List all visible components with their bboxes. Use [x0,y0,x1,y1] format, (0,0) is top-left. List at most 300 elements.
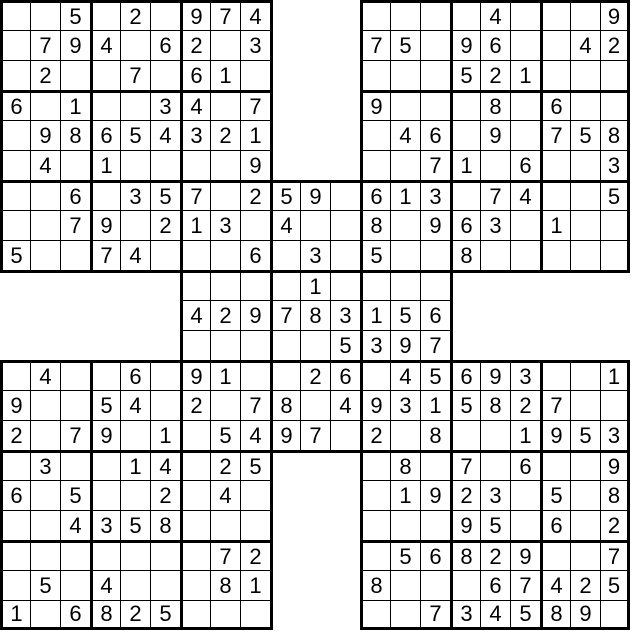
cell-r9c6-empty[interactable] [150,240,180,270]
cell-r10c7-empty[interactable] [180,270,210,300]
cell-r15c19-given[interactable]: 9 [540,420,570,450]
cell-r7c12-empty[interactable] [330,180,360,210]
cell-r19c13-empty[interactable] [360,540,390,570]
cell-r21c17-given[interactable]: 4 [480,600,510,630]
cell-r21c3-given[interactable]: 6 [60,600,90,630]
cell-r6c14-empty[interactable] [390,150,420,180]
cell-r5c2-given[interactable]: 9 [30,120,60,150]
cell-r2c19-empty[interactable] [540,30,570,60]
cell-r21c6-given[interactable]: 5 [150,600,180,630]
cell-r11c10-given[interactable]: 7 [270,300,300,330]
cell-r19c18-given[interactable]: 9 [510,540,540,570]
cell-r13c13-empty[interactable] [360,360,390,390]
cell-r9c10-empty[interactable] [270,240,300,270]
cell-r9c7-empty[interactable] [180,240,210,270]
cell-r13c3-empty[interactable] [60,360,90,390]
cell-r17c15-given[interactable]: 9 [420,480,450,510]
cell-r3c3-empty[interactable] [60,60,90,90]
cell-r21c9-empty[interactable] [240,600,270,630]
cell-r2c1-empty[interactable] [0,30,30,60]
cell-r6c2-given[interactable]: 4 [30,150,60,180]
cell-r8c15-given[interactable]: 9 [420,210,450,240]
cell-r21c16-given[interactable]: 3 [450,600,480,630]
cell-r7c14-given[interactable]: 1 [390,180,420,210]
cell-r1c17-given[interactable]: 4 [480,0,510,30]
cell-r2c5-empty[interactable] [120,30,150,60]
cell-r10c10-empty[interactable] [270,270,300,300]
cell-r3c17-given[interactable]: 2 [480,60,510,90]
cell-r7c20-empty[interactable] [570,180,600,210]
cell-r16c15-empty[interactable] [420,450,450,480]
cell-r3c4-empty[interactable] [90,60,120,90]
cell-r1c3-given[interactable]: 5 [60,0,90,30]
cell-r16c4-empty[interactable] [90,450,120,480]
cell-r13c1-empty[interactable] [0,360,30,390]
cell-r4c4-empty[interactable] [90,90,120,120]
cell-r13c4-empty[interactable] [90,360,120,390]
cell-r3c7-given[interactable]: 6 [180,60,210,90]
cell-r5c5-given[interactable]: 5 [120,120,150,150]
cell-r6c8-empty[interactable] [210,150,240,180]
cell-r18c5-given[interactable]: 5 [120,510,150,540]
cell-r18c19-given[interactable]: 6 [540,510,570,540]
cell-r5c21-given[interactable]: 8 [600,120,630,150]
cell-r18c1-empty[interactable] [0,510,30,540]
cell-r16c14-given[interactable]: 8 [390,450,420,480]
cell-r19c20-empty[interactable] [570,540,600,570]
cell-r7c18-given[interactable]: 4 [510,180,540,210]
cell-r20c21-given[interactable]: 5 [600,570,630,600]
cell-r14c5-given[interactable]: 4 [120,390,150,420]
cell-r6c16-given[interactable]: 1 [450,150,480,180]
cell-r15c5-empty[interactable] [120,420,150,450]
cell-r18c18-empty[interactable] [510,510,540,540]
cell-r15c8-given[interactable]: 5 [210,420,240,450]
cell-r20c6-empty[interactable] [150,570,180,600]
cell-r7c17-given[interactable]: 7 [480,180,510,210]
cell-r11c9-given[interactable]: 9 [240,300,270,330]
cell-r12c9-empty[interactable] [240,330,270,360]
cell-r16c6-given[interactable]: 4 [150,450,180,480]
cell-r14c15-given[interactable]: 1 [420,390,450,420]
cell-r16c18-given[interactable]: 6 [510,450,540,480]
cell-r21c15-given[interactable]: 7 [420,600,450,630]
cell-r8c12-empty[interactable] [330,210,360,240]
cell-r3c16-given[interactable]: 5 [450,60,480,90]
cell-r7c5-given[interactable]: 3 [120,180,150,210]
cell-r16c3-empty[interactable] [60,450,90,480]
cell-r15c11-given[interactable]: 7 [300,420,330,450]
cell-r10c13-empty[interactable] [360,270,390,300]
cell-r19c15-given[interactable]: 6 [420,540,450,570]
cell-r19c21-given[interactable]: 7 [600,540,630,570]
cell-r1c16-empty[interactable] [450,0,480,30]
cell-r6c9-given[interactable]: 9 [240,150,270,180]
cell-r1c4-empty[interactable] [90,0,120,30]
cell-r4c16-empty[interactable] [450,90,480,120]
cell-r15c1-given[interactable]: 2 [0,420,30,450]
cell-r17c3-given[interactable]: 5 [60,480,90,510]
cell-r14c21-empty[interactable] [600,390,630,420]
cell-r7c15-given[interactable]: 3 [420,180,450,210]
cell-r12c13-given[interactable]: 3 [360,330,390,360]
cell-r6c5-empty[interactable] [120,150,150,180]
cell-r3c20-empty[interactable] [570,60,600,90]
cell-r9c20-empty[interactable] [570,240,600,270]
cell-r17c1-given[interactable]: 6 [0,480,30,510]
cell-r8c1-empty[interactable] [0,210,30,240]
cell-r20c19-given[interactable]: 4 [540,570,570,600]
cell-r2c8-empty[interactable] [210,30,240,60]
cell-r11c8-given[interactable]: 2 [210,300,240,330]
cell-r5c15-given[interactable]: 6 [420,120,450,150]
cell-r20c18-given[interactable]: 7 [510,570,540,600]
cell-r21c20-given[interactable]: 9 [570,600,600,630]
cell-r8c13-given[interactable]: 8 [360,210,390,240]
cell-r7c1-empty[interactable] [0,180,30,210]
cell-r3c19-empty[interactable] [540,60,570,90]
cell-r20c14-empty[interactable] [390,570,420,600]
cell-r8c2-empty[interactable] [30,210,60,240]
cell-r21c14-empty[interactable] [390,600,420,630]
cell-r8c18-empty[interactable] [510,210,540,240]
cell-r2c17-given[interactable]: 6 [480,30,510,60]
cell-r19c7-empty[interactable] [180,540,210,570]
cell-r17c5-empty[interactable] [120,480,150,510]
cell-r18c21-given[interactable]: 2 [600,510,630,540]
cell-r10c8-empty[interactable] [210,270,240,300]
cell-r4c1-given[interactable]: 6 [0,90,30,120]
cell-r17c7-empty[interactable] [180,480,210,510]
cell-r21c1-given[interactable]: 1 [0,600,30,630]
cell-r1c9-given[interactable]: 4 [240,0,270,30]
cell-r18c20-empty[interactable] [570,510,600,540]
cell-r8c6-given[interactable]: 2 [150,210,180,240]
cell-r19c14-given[interactable]: 5 [390,540,420,570]
cell-r21c19-given[interactable]: 8 [540,600,570,630]
cell-r16c1-empty[interactable] [0,450,30,480]
cell-r12c11-empty[interactable] [300,330,330,360]
cell-r13c19-empty[interactable] [540,360,570,390]
cell-r6c19-empty[interactable] [540,150,570,180]
cell-r6c1-empty[interactable] [0,150,30,180]
cell-r16c16-given[interactable]: 7 [450,450,480,480]
cell-r18c8-empty[interactable] [210,510,240,540]
cell-r4c17-given[interactable]: 8 [480,90,510,120]
cell-r9c17-empty[interactable] [480,240,510,270]
cell-r16c7-empty[interactable] [180,450,210,480]
cell-r15c20-given[interactable]: 5 [570,420,600,450]
cell-r9c14-empty[interactable] [390,240,420,270]
cell-r13c5-given[interactable]: 6 [120,360,150,390]
cell-r14c18-given[interactable]: 2 [510,390,540,420]
cell-r21c2-empty[interactable] [30,600,60,630]
cell-r15c6-given[interactable]: 1 [150,420,180,450]
cell-r9c16-given[interactable]: 8 [450,240,480,270]
cell-r18c9-empty[interactable] [240,510,270,540]
cell-r14c16-given[interactable]: 5 [450,390,480,420]
cell-r20c2-given[interactable]: 5 [30,570,60,600]
cell-r11c15-given[interactable]: 6 [420,300,450,330]
cell-r3c1-empty[interactable] [0,60,30,90]
cell-r13c8-given[interactable]: 1 [210,360,240,390]
cell-r13c9-empty[interactable] [240,360,270,390]
cell-r14c7-given[interactable]: 2 [180,390,210,420]
cell-r5c17-given[interactable]: 9 [480,120,510,150]
cell-r6c6-empty[interactable] [150,150,180,180]
cell-r10c9-empty[interactable] [240,270,270,300]
cell-r17c17-given[interactable]: 3 [480,480,510,510]
cell-r6c15-given[interactable]: 7 [420,150,450,180]
cell-r1c8-given[interactable]: 7 [210,0,240,30]
cell-r3c18-given[interactable]: 1 [510,60,540,90]
cell-r13c12-given[interactable]: 6 [330,360,360,390]
cell-r3c14-empty[interactable] [390,60,420,90]
cell-r5c6-given[interactable]: 4 [150,120,180,150]
cell-r4c8-empty[interactable] [210,90,240,120]
cell-r4c21-empty[interactable] [600,90,630,120]
cell-r20c20-given[interactable]: 2 [570,570,600,600]
cell-r8c10-given[interactable]: 4 [270,210,300,240]
cell-r3c2-given[interactable]: 2 [30,60,60,90]
cell-r4c14-empty[interactable] [390,90,420,120]
cell-r12c12-given[interactable]: 5 [330,330,360,360]
cell-r9c3-empty[interactable] [60,240,90,270]
cell-r20c15-empty[interactable] [420,570,450,600]
cell-r16c2-given[interactable]: 3 [30,450,60,480]
cell-r9c21-empty[interactable] [600,240,630,270]
cell-r10c14-empty[interactable] [390,270,420,300]
cell-r15c7-empty[interactable] [180,420,210,450]
cell-r7c21-given[interactable]: 5 [600,180,630,210]
cell-r7c11-given[interactable]: 9 [300,180,330,210]
cell-r9c15-empty[interactable] [420,240,450,270]
cell-r21c8-empty[interactable] [210,600,240,630]
cell-r3c15-empty[interactable] [420,60,450,90]
cell-r17c13-empty[interactable] [360,480,390,510]
cell-r14c8-empty[interactable] [210,390,240,420]
cell-r15c21-given[interactable]: 3 [600,420,630,450]
cell-r4c13-given[interactable]: 9 [360,90,390,120]
cell-r13c7-given[interactable]: 9 [180,360,210,390]
cell-r17c6-given[interactable]: 2 [150,480,180,510]
cell-r5c20-given[interactable]: 5 [570,120,600,150]
cell-r1c1-empty[interactable] [0,0,30,30]
cell-r3c21-empty[interactable] [600,60,630,90]
cell-r18c2-empty[interactable] [30,510,60,540]
cell-r10c12-empty[interactable] [330,270,360,300]
cell-r8c3-given[interactable]: 7 [60,210,90,240]
cell-r17c9-empty[interactable] [240,480,270,510]
cell-r4c15-empty[interactable] [420,90,450,120]
cell-r20c3-empty[interactable] [60,570,90,600]
cell-r3c13-empty[interactable] [360,60,390,90]
cell-r21c21-empty[interactable] [600,600,630,630]
cell-r21c7-empty[interactable] [180,600,210,630]
cell-r19c16-given[interactable]: 8 [450,540,480,570]
cell-r9c11-given[interactable]: 3 [300,240,330,270]
cell-r12c10-empty[interactable] [270,330,300,360]
cell-r18c16-given[interactable]: 9 [450,510,480,540]
cell-r3c6-empty[interactable] [150,60,180,90]
cell-r15c15-given[interactable]: 8 [420,420,450,450]
cell-r17c18-empty[interactable] [510,480,540,510]
cell-r8c20-empty[interactable] [570,210,600,240]
cell-r14c1-given[interactable]: 9 [0,390,30,420]
cell-r9c19-empty[interactable] [540,240,570,270]
cell-r19c19-empty[interactable] [540,540,570,570]
cell-r20c5-empty[interactable] [120,570,150,600]
cell-r15c16-empty[interactable] [450,420,480,450]
cell-r20c9-given[interactable]: 1 [240,570,270,600]
cell-r9c18-empty[interactable] [510,240,540,270]
cell-r5c1-empty[interactable] [0,120,30,150]
cell-r11c13-given[interactable]: 1 [360,300,390,330]
cell-r21c18-given[interactable]: 5 [510,600,540,630]
cell-r16c21-given[interactable]: 9 [600,450,630,480]
cell-r17c4-empty[interactable] [90,480,120,510]
cell-r1c14-empty[interactable] [390,0,420,30]
cell-r16c9-given[interactable]: 5 [240,450,270,480]
cell-r13c17-given[interactable]: 9 [480,360,510,390]
cell-r2c15-empty[interactable] [420,30,450,60]
cell-r19c8-given[interactable]: 7 [210,540,240,570]
cell-r15c18-given[interactable]: 1 [510,420,540,450]
cell-r2c16-given[interactable]: 9 [450,30,480,60]
cell-r15c14-empty[interactable] [390,420,420,450]
cell-r16c19-empty[interactable] [540,450,570,480]
cell-r3c8-given[interactable]: 1 [210,60,240,90]
cell-r15c2-empty[interactable] [30,420,60,450]
cell-r8c19-given[interactable]: 1 [540,210,570,240]
cell-r9c12-empty[interactable] [330,240,360,270]
cell-r2c14-given[interactable]: 5 [390,30,420,60]
cell-r4c3-given[interactable]: 1 [60,90,90,120]
cell-r19c4-empty[interactable] [90,540,120,570]
cell-r5c4-given[interactable]: 6 [90,120,120,150]
cell-r1c7-given[interactable]: 9 [180,0,210,30]
cell-r7c2-empty[interactable] [30,180,60,210]
cell-r4c19-given[interactable]: 6 [540,90,570,120]
cell-r2c21-given[interactable]: 2 [600,30,630,60]
cell-r15c12-empty[interactable] [330,420,360,450]
cell-r15c3-given[interactable]: 7 [60,420,90,450]
cell-r4c5-empty[interactable] [120,90,150,120]
cell-r19c3-empty[interactable] [60,540,90,570]
cell-r16c20-empty[interactable] [570,450,600,480]
cell-r13c16-given[interactable]: 6 [450,360,480,390]
cell-r7c9-given[interactable]: 2 [240,180,270,210]
cell-r5c13-empty[interactable] [360,120,390,150]
cell-r8c7-given[interactable]: 1 [180,210,210,240]
cell-r8c17-given[interactable]: 3 [480,210,510,240]
cell-r6c13-empty[interactable] [360,150,390,180]
cell-r1c13-empty[interactable] [360,0,390,30]
cell-r3c9-empty[interactable] [240,60,270,90]
cell-r14c12-given[interactable]: 4 [330,390,360,420]
cell-r9c4-given[interactable]: 7 [90,240,120,270]
cell-r2c9-given[interactable]: 3 [240,30,270,60]
cell-r7c4-empty[interactable] [90,180,120,210]
cell-r7c13-given[interactable]: 6 [360,180,390,210]
cell-r20c1-empty[interactable] [0,570,30,600]
cell-r8c11-empty[interactable] [300,210,330,240]
cell-r14c3-empty[interactable] [60,390,90,420]
cell-r12c15-given[interactable]: 7 [420,330,450,360]
cell-r15c17-empty[interactable] [480,420,510,450]
cell-r7c7-given[interactable]: 7 [180,180,210,210]
cell-r5c3-given[interactable]: 8 [60,120,90,150]
cell-r15c4-given[interactable]: 9 [90,420,120,450]
cell-r20c4-given[interactable]: 4 [90,570,120,600]
cell-r6c20-empty[interactable] [570,150,600,180]
cell-r8c14-empty[interactable] [390,210,420,240]
cell-r5c9-given[interactable]: 1 [240,120,270,150]
cell-r10c11-given[interactable]: 1 [300,270,330,300]
cell-r1c19-empty[interactable] [540,0,570,30]
cell-r2c18-empty[interactable] [510,30,540,60]
cell-r20c13-given[interactable]: 8 [360,570,390,600]
cell-r17c16-given[interactable]: 2 [450,480,480,510]
cell-r1c21-given[interactable]: 9 [600,0,630,30]
cell-r11c7-given[interactable]: 4 [180,300,210,330]
cell-r9c9-given[interactable]: 6 [240,240,270,270]
cell-r19c6-empty[interactable] [150,540,180,570]
cell-r2c2-given[interactable]: 7 [30,30,60,60]
cell-r14c6-empty[interactable] [150,390,180,420]
cell-r21c13-empty[interactable] [360,600,390,630]
cell-r13c6-empty[interactable] [150,360,180,390]
cell-r13c20-empty[interactable] [570,360,600,390]
cell-r14c11-empty[interactable] [300,390,330,420]
cell-r2c3-given[interactable]: 9 [60,30,90,60]
cell-r14c9-given[interactable]: 7 [240,390,270,420]
cell-r19c2-empty[interactable] [30,540,60,570]
cell-r19c9-given[interactable]: 2 [240,540,270,570]
cell-r7c16-empty[interactable] [450,180,480,210]
cell-r21c4-given[interactable]: 8 [90,600,120,630]
cell-r20c16-empty[interactable] [450,570,480,600]
cell-r11c14-given[interactable]: 5 [390,300,420,330]
cell-r6c18-given[interactable]: 6 [510,150,540,180]
cell-r18c17-given[interactable]: 5 [480,510,510,540]
cell-r16c17-empty[interactable] [480,450,510,480]
cell-r2c4-given[interactable]: 4 [90,30,120,60]
cell-r7c19-empty[interactable] [540,180,570,210]
cell-r6c7-empty[interactable] [180,150,210,180]
cell-r15c13-given[interactable]: 2 [360,420,390,450]
cell-r13c15-given[interactable]: 5 [420,360,450,390]
cell-r4c7-given[interactable]: 4 [180,90,210,120]
cell-r13c11-given[interactable]: 2 [300,360,330,390]
cell-r20c17-given[interactable]: 6 [480,570,510,600]
cell-r18c14-empty[interactable] [390,510,420,540]
cell-r18c3-given[interactable]: 4 [60,510,90,540]
cell-r1c18-empty[interactable] [510,0,540,30]
cell-r10c15-empty[interactable] [420,270,450,300]
cell-r17c21-given[interactable]: 8 [600,480,630,510]
cell-r7c10-given[interactable]: 5 [270,180,300,210]
cell-r9c1-given[interactable]: 5 [0,240,30,270]
cell-r14c20-empty[interactable] [570,390,600,420]
cell-r11c12-given[interactable]: 3 [330,300,360,330]
cell-r1c2-empty[interactable] [30,0,60,30]
cell-r18c6-given[interactable]: 8 [150,510,180,540]
cell-r4c18-empty[interactable] [510,90,540,120]
cell-r4c6-given[interactable]: 3 [150,90,180,120]
cell-r15c9-given[interactable]: 4 [240,420,270,450]
cell-r12c8-empty[interactable] [210,330,240,360]
